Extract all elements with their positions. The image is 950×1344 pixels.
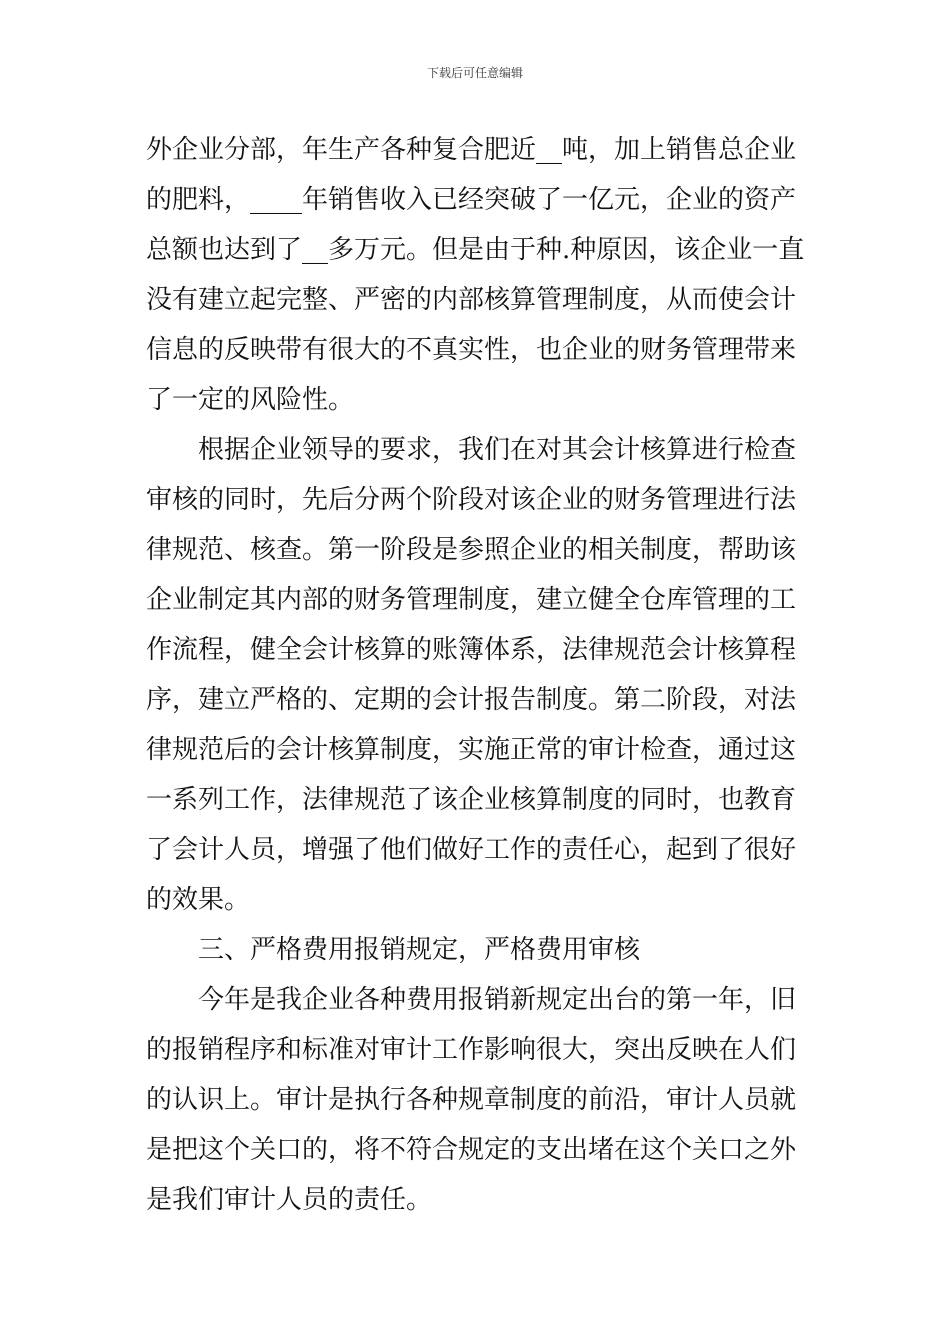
text-line: 序，建立严格的、定期的会计报告制度。第二阶段，对法 [146,685,797,715]
document-body [146,125,806,1225]
paragraph-start-line: 根据企业领导的要求，我们在对其会计核算进行检查 [198,435,797,465]
text-line: 律规范后的会计核算制度，实施正常的审计检查，通过这 [146,735,797,765]
text-line: 外企业分部，年生产各种复合肥近__吨，加上销售总企业 [146,135,797,165]
section-heading: 三、严格费用报销规定，严格费用审核 [198,935,641,965]
text-line: 了会计人员，增强了他们做好工作的责任心，起到了很好 [146,835,797,865]
text-line: 的效果。 [146,885,251,915]
text-line: 了一定的风险性。 [146,385,355,415]
text-line: 信息的反映带有很大的不真实性，也企业的财务管理带来 [146,335,797,365]
text-line: 的报销程序和标准对审计工作影响很大，突出反映在人们 [146,1035,797,1065]
page-header-note: 下载后可任意编辑 [426,66,523,80]
text-line: 审核的同时，先后分两个阶段对该企业的财务管理进行法 [146,485,797,515]
text-line: 是我们审计人员的责任。 [146,1185,433,1215]
text-line: 作流程，健全会计核算的账簿体系，法律规范会计核算程 [146,635,797,665]
text-line: 企业制定其内部的财务管理制度，建立健全仓库管理的工 [146,585,797,615]
text-line: 的认识上。审计是执行各种规章制度的前沿，审计人员就 [146,1085,797,1115]
text-line: 律规范、核查。第一阶段是参照企业的相关制度，帮助该 [146,535,797,565]
paragraph-start-line: 今年是我企业各种费用报销新规定出台的第一年，旧 [198,985,797,1015]
text-line: 一系列工作，法律规范了该企业核算制度的同时，也教育 [146,785,797,815]
text-line: 总额也达到了__多万元。但是由于种.种原因，该企业一直 [146,235,805,265]
text-line: 是把这个关口的，将不符合规定的支出堵在这个关口之外 [146,1135,797,1165]
text-line: 的肥料，____年销售收入已经突破了一亿元，企业的资产 [146,185,797,215]
text-line: 没有建立起完整、严密的内部核算管理制度，从而使会计 [146,285,797,315]
